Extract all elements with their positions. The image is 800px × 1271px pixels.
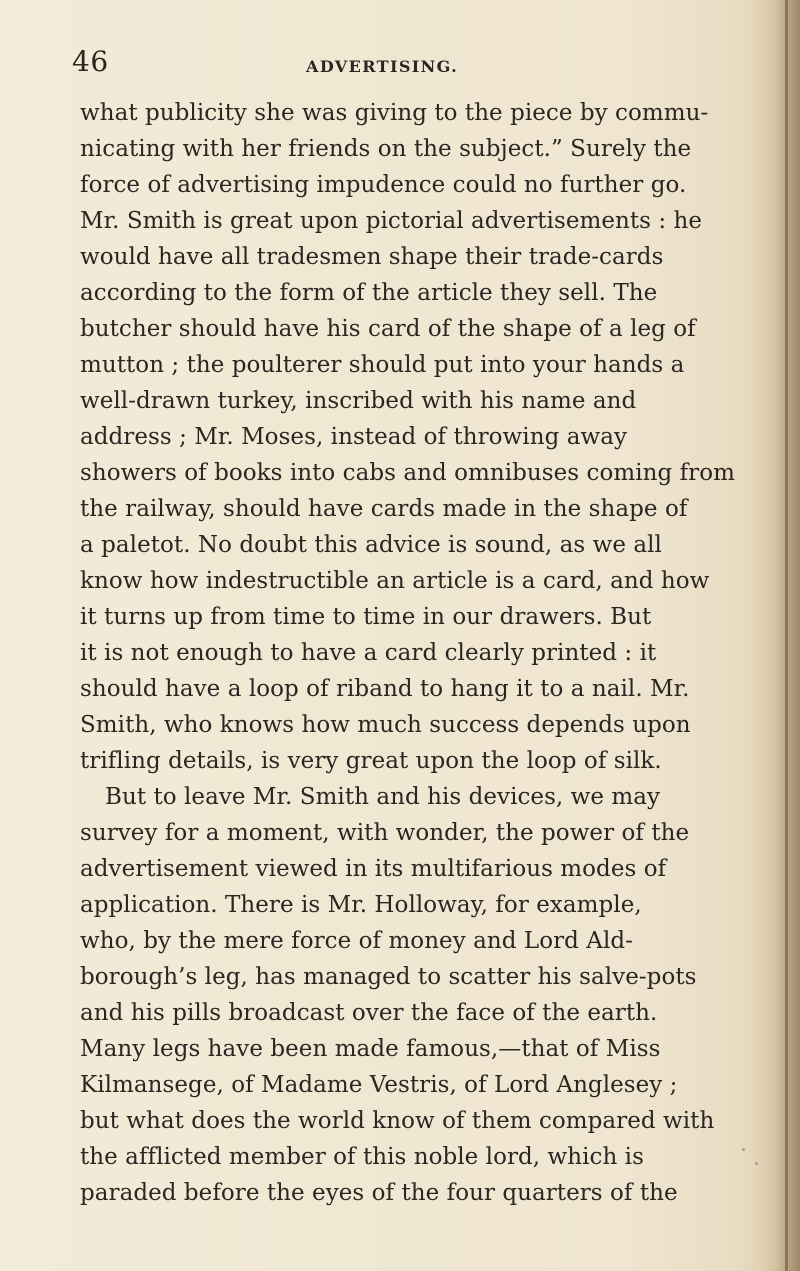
text-line: the railway, should have cards made in the shape of xyxy=(80,496,688,522)
page-edge-shadow xyxy=(758,0,800,1271)
text-line: showers of books into cabs and omnibuses coming from xyxy=(80,460,735,486)
text-line: know how indestructible an article is a card, and how xyxy=(80,568,710,594)
text-line: nicating with her friends on the subject.” Surely the xyxy=(80,136,692,162)
text-line: it is not enough to have a card clearly printed : it xyxy=(80,640,657,666)
text-line: Smith, who knows how much success depends upon xyxy=(80,712,691,738)
page-number: 46 xyxy=(72,45,109,78)
page-header xyxy=(72,45,722,84)
paper-speck xyxy=(755,1162,758,1165)
text-line: it turns up from time to time in our drawers. But xyxy=(80,604,652,630)
text-line: Mr. Smith is great upon pictorial advertisements : he xyxy=(80,208,703,234)
text-line: paraded before the eyes of the four quarters of the xyxy=(80,1180,678,1206)
text-line: but what does the world know of them compared with xyxy=(80,1108,715,1134)
text-line: But to leave Mr. Smith and his devices, we may xyxy=(105,784,661,810)
text-line: according to the form of the article they sell. The xyxy=(80,280,658,306)
text-line: force of advertising impudence could no further go. xyxy=(80,172,687,198)
text-line: butcher should have his card of the shape of a leg of xyxy=(80,316,696,342)
text-line: Kilmansege, of Madame Vestris, of Lord Anglesey ; xyxy=(80,1072,678,1098)
text-line: borough’s leg, has managed to scatter his salve-pots xyxy=(80,964,697,990)
text-line: trifling details, is very great upon the loop of silk. xyxy=(80,748,662,774)
text-line: and his pills broadcast over the face of the earth. xyxy=(80,1000,658,1026)
text-line: application. There is Mr. Holloway, for example, xyxy=(80,892,642,918)
text-line: survey for a moment, with wonder, the power of the xyxy=(80,820,690,846)
text-line: would have all tradesmen shape their trade-cards xyxy=(80,244,664,270)
text-line: address ; Mr. Moses, instead of throwing away xyxy=(80,424,628,450)
text-line: a paletot. No doubt this advice is sound, as we all xyxy=(80,532,662,558)
text-line: the afflicted member of this noble lord, which is xyxy=(80,1144,644,1170)
text-line: should have a loop of riband to hang it to a nail. Mr. xyxy=(80,676,690,702)
text-line: who, by the mere force of money and Lord Ald- xyxy=(80,928,633,954)
text-line: advertisement viewed in its multifarious modes of xyxy=(80,856,667,882)
text-line: what publicity she was giving to the piece by commu- xyxy=(80,100,709,126)
text-block xyxy=(80,98,735,1223)
paper-speck xyxy=(742,1148,745,1151)
text-line: well-drawn turkey, inscribed with his name and xyxy=(80,388,637,414)
text-line: Many legs have been made famous,—that of Miss xyxy=(80,1036,661,1062)
binding-edge xyxy=(785,0,788,1271)
running-head: ADVERTISING. xyxy=(306,57,459,76)
text-line: mutton ; the poulterer should put into your hands a xyxy=(80,352,685,378)
